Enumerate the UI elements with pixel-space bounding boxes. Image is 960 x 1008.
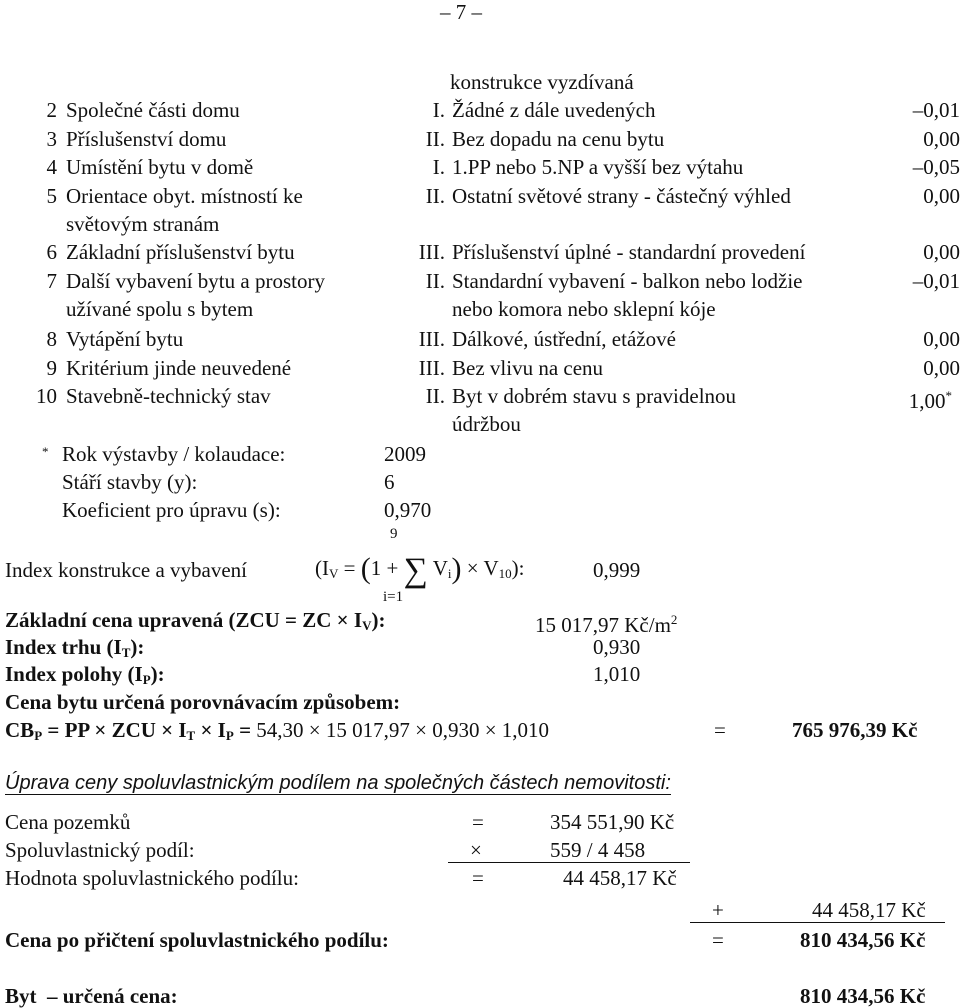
share-value-label: Hodnota spoluvlastnického podílu: — [5, 866, 299, 890]
row-name-cont: užívané spolu s bytem — [66, 297, 254, 321]
building-age-value: 6 — [384, 470, 395, 494]
row-value — [923, 327, 960, 351]
index-polohy-value: 1,010 — [593, 662, 641, 686]
row-class: III. — [418, 356, 445, 380]
row-value-text: –0,01 — [912, 98, 960, 122]
coefficient-value: 0,970 — [384, 498, 432, 522]
footnote-block — [42, 440, 49, 469]
share-op: × — [470, 838, 482, 862]
row-class: II. — [425, 269, 445, 293]
row-name: Další vybavení bytu a prostory — [66, 269, 325, 293]
cbp-formula-line: $CB_P$ = PP × ZCU × $I_T \times I_P = 54,30 \times 15$ 017,97 × 0,930 × 1,010 — [5, 718, 550, 743]
row-desc-cont: nebo komora nebo sklepní kóje — [452, 297, 716, 321]
final-label: Byt – určená cena: — [5, 984, 178, 1008]
land-value: 354 551,90 Kč — [550, 810, 675, 834]
row-name: Orientace obyt. místností ke — [66, 184, 303, 208]
share-value-op: = — [472, 866, 484, 890]
row-name: Příslušenství domu — [66, 127, 227, 151]
row-desc: Ostatní světové strany - částečný výhled — [452, 184, 791, 208]
cbp-formula: 54,30 × 15 017,97 × 0,930 × 1,010 — [256, 718, 550, 742]
building-age-label: Stáří stavby (y): — [62, 470, 198, 494]
build-year-label: Rok výstavby / kolaudace: — [62, 442, 286, 466]
row-number: 6 — [46, 240, 57, 264]
coefficient-label: Koeficient pro úpravu (s): — [62, 498, 281, 522]
row-name: Základní příslušenství bytu — [66, 240, 295, 264]
row-number: 8 — [46, 327, 57, 351]
row-desc: Byt v dobrém stavu s pravidelnou — [452, 384, 737, 408]
row-name: Vytápění bytu — [66, 327, 184, 351]
row-number: 10 — [36, 384, 57, 408]
share-value: 559 / 4 458 — [550, 838, 646, 862]
share-value-amount: 44 458,17 Kč — [563, 866, 677, 890]
row-number: 4 — [46, 155, 57, 179]
row-class: I. — [432, 98, 445, 122]
row-desc: Bez dopadu na cenu bytu — [452, 127, 665, 151]
after-share-label: Cena po přičtení spoluvlastnického podílu: — [5, 928, 389, 952]
table-top-text: konstrukce vyzdívaná — [450, 70, 634, 94]
land-op: = — [472, 810, 484, 834]
zcu-label: Základní cena upravená (ZCU = ZC × $I_V$): — [5, 608, 386, 633]
share-underline — [448, 862, 690, 863]
index-kv-label: Index konstrukce a vybavení — [5, 558, 248, 582]
build-year-value: 2009 — [384, 442, 426, 466]
sum-bottom: i=1 — [383, 589, 404, 605]
row-value-text: 0,00 — [923, 327, 960, 351]
row-number: 5 — [46, 184, 57, 208]
row-number: 3 — [46, 127, 57, 151]
after-share-op: = — [712, 928, 724, 952]
cbp-eq: = — [714, 718, 726, 742]
index-trhu-value: 0,930 — [593, 635, 641, 659]
row-desc: Standardní vybavení - balkon nebo lodžie — [452, 269, 803, 293]
row-desc: 1.PP nebo 5.NP a vyšší bez výtahu — [452, 155, 744, 179]
footnote-ref: * — [945, 388, 952, 403]
section-heading: Úprava ceny spoluvlastnickým podílem na společných částech nemovitosti: — [5, 772, 671, 794]
row-value — [909, 384, 952, 413]
row-value-text: –0,05 — [912, 155, 960, 179]
row-desc-cont: údržbou — [452, 412, 521, 436]
row-value — [913, 98, 960, 122]
final-value: 810 434,56 Kč — [800, 984, 926, 1008]
row-number: 9 — [46, 356, 57, 380]
row-value — [923, 184, 960, 208]
index-kv-formula: ($I_V = (1$ + ∑ $V_i) \times V_{10}$): — [315, 552, 525, 589]
row-value — [923, 240, 960, 264]
row-name: Společné části domu — [66, 98, 240, 122]
row-name: Umístění bytu v domě — [66, 155, 254, 179]
row-desc: Bez vlivu na cenu — [452, 356, 604, 380]
row-value — [913, 269, 960, 293]
row-value-text: 1,00 — [908, 389, 946, 413]
row-desc: Žádné z dále uvedených — [452, 98, 656, 122]
row-value-text: 0,00 — [923, 127, 960, 151]
row-desc: Příslušenství úplné - standardní provedení — [452, 240, 806, 264]
plus-underline — [690, 922, 945, 923]
zcu-value: 15 017,97 $Kč/m^2$ — [535, 612, 678, 637]
row-value — [923, 127, 960, 151]
row-value-text: –0,01 — [912, 269, 960, 293]
row-class: II. — [425, 184, 445, 208]
row-class: I. — [432, 155, 445, 179]
row-value-text: 0,00 — [923, 356, 960, 380]
after-share-value: 810 434,56 Kč — [800, 928, 926, 952]
index-trhu-label: Index trhu $(I_T)$: — [5, 635, 145, 660]
sum-top: 9 — [390, 526, 398, 542]
row-name: Stavebně-technický stav — [66, 384, 271, 408]
page-number: – 7 – — [440, 0, 482, 24]
cbp-heading: Cena bytu určená porovnávacím způsobem: — [5, 690, 401, 714]
land-label: Cena pozemků — [5, 810, 131, 834]
row-name: Kritérium jinde neuvedené — [66, 356, 292, 380]
row-class: III. — [418, 240, 445, 264]
row-desc: Dálkové, ústřední, etážové — [452, 327, 676, 351]
index-kv-value: 0,999 — [593, 558, 641, 582]
row-value — [913, 155, 960, 179]
row-value — [923, 356, 960, 380]
row-class: III. — [418, 327, 445, 351]
cbp-result: 765 976,39 Kč — [792, 718, 918, 742]
row-class: II. — [425, 384, 445, 408]
index-polohy-label: Index polohy $(I_P)$: — [5, 662, 165, 687]
row-number: 2 — [46, 98, 57, 122]
row-value-text: 0,00 — [923, 240, 960, 264]
plus-value: 44 458,17 Kč — [812, 898, 926, 922]
plus-op: + — [712, 898, 724, 922]
footnote-mark: * — [42, 444, 49, 459]
row-name-cont: světovým stranám — [66, 212, 220, 236]
row-class: II. — [425, 127, 445, 151]
share-label: Spoluvlastnický podíl: — [5, 838, 195, 862]
row-number: 7 — [46, 269, 57, 293]
row-value-text: 0,00 — [923, 184, 960, 208]
